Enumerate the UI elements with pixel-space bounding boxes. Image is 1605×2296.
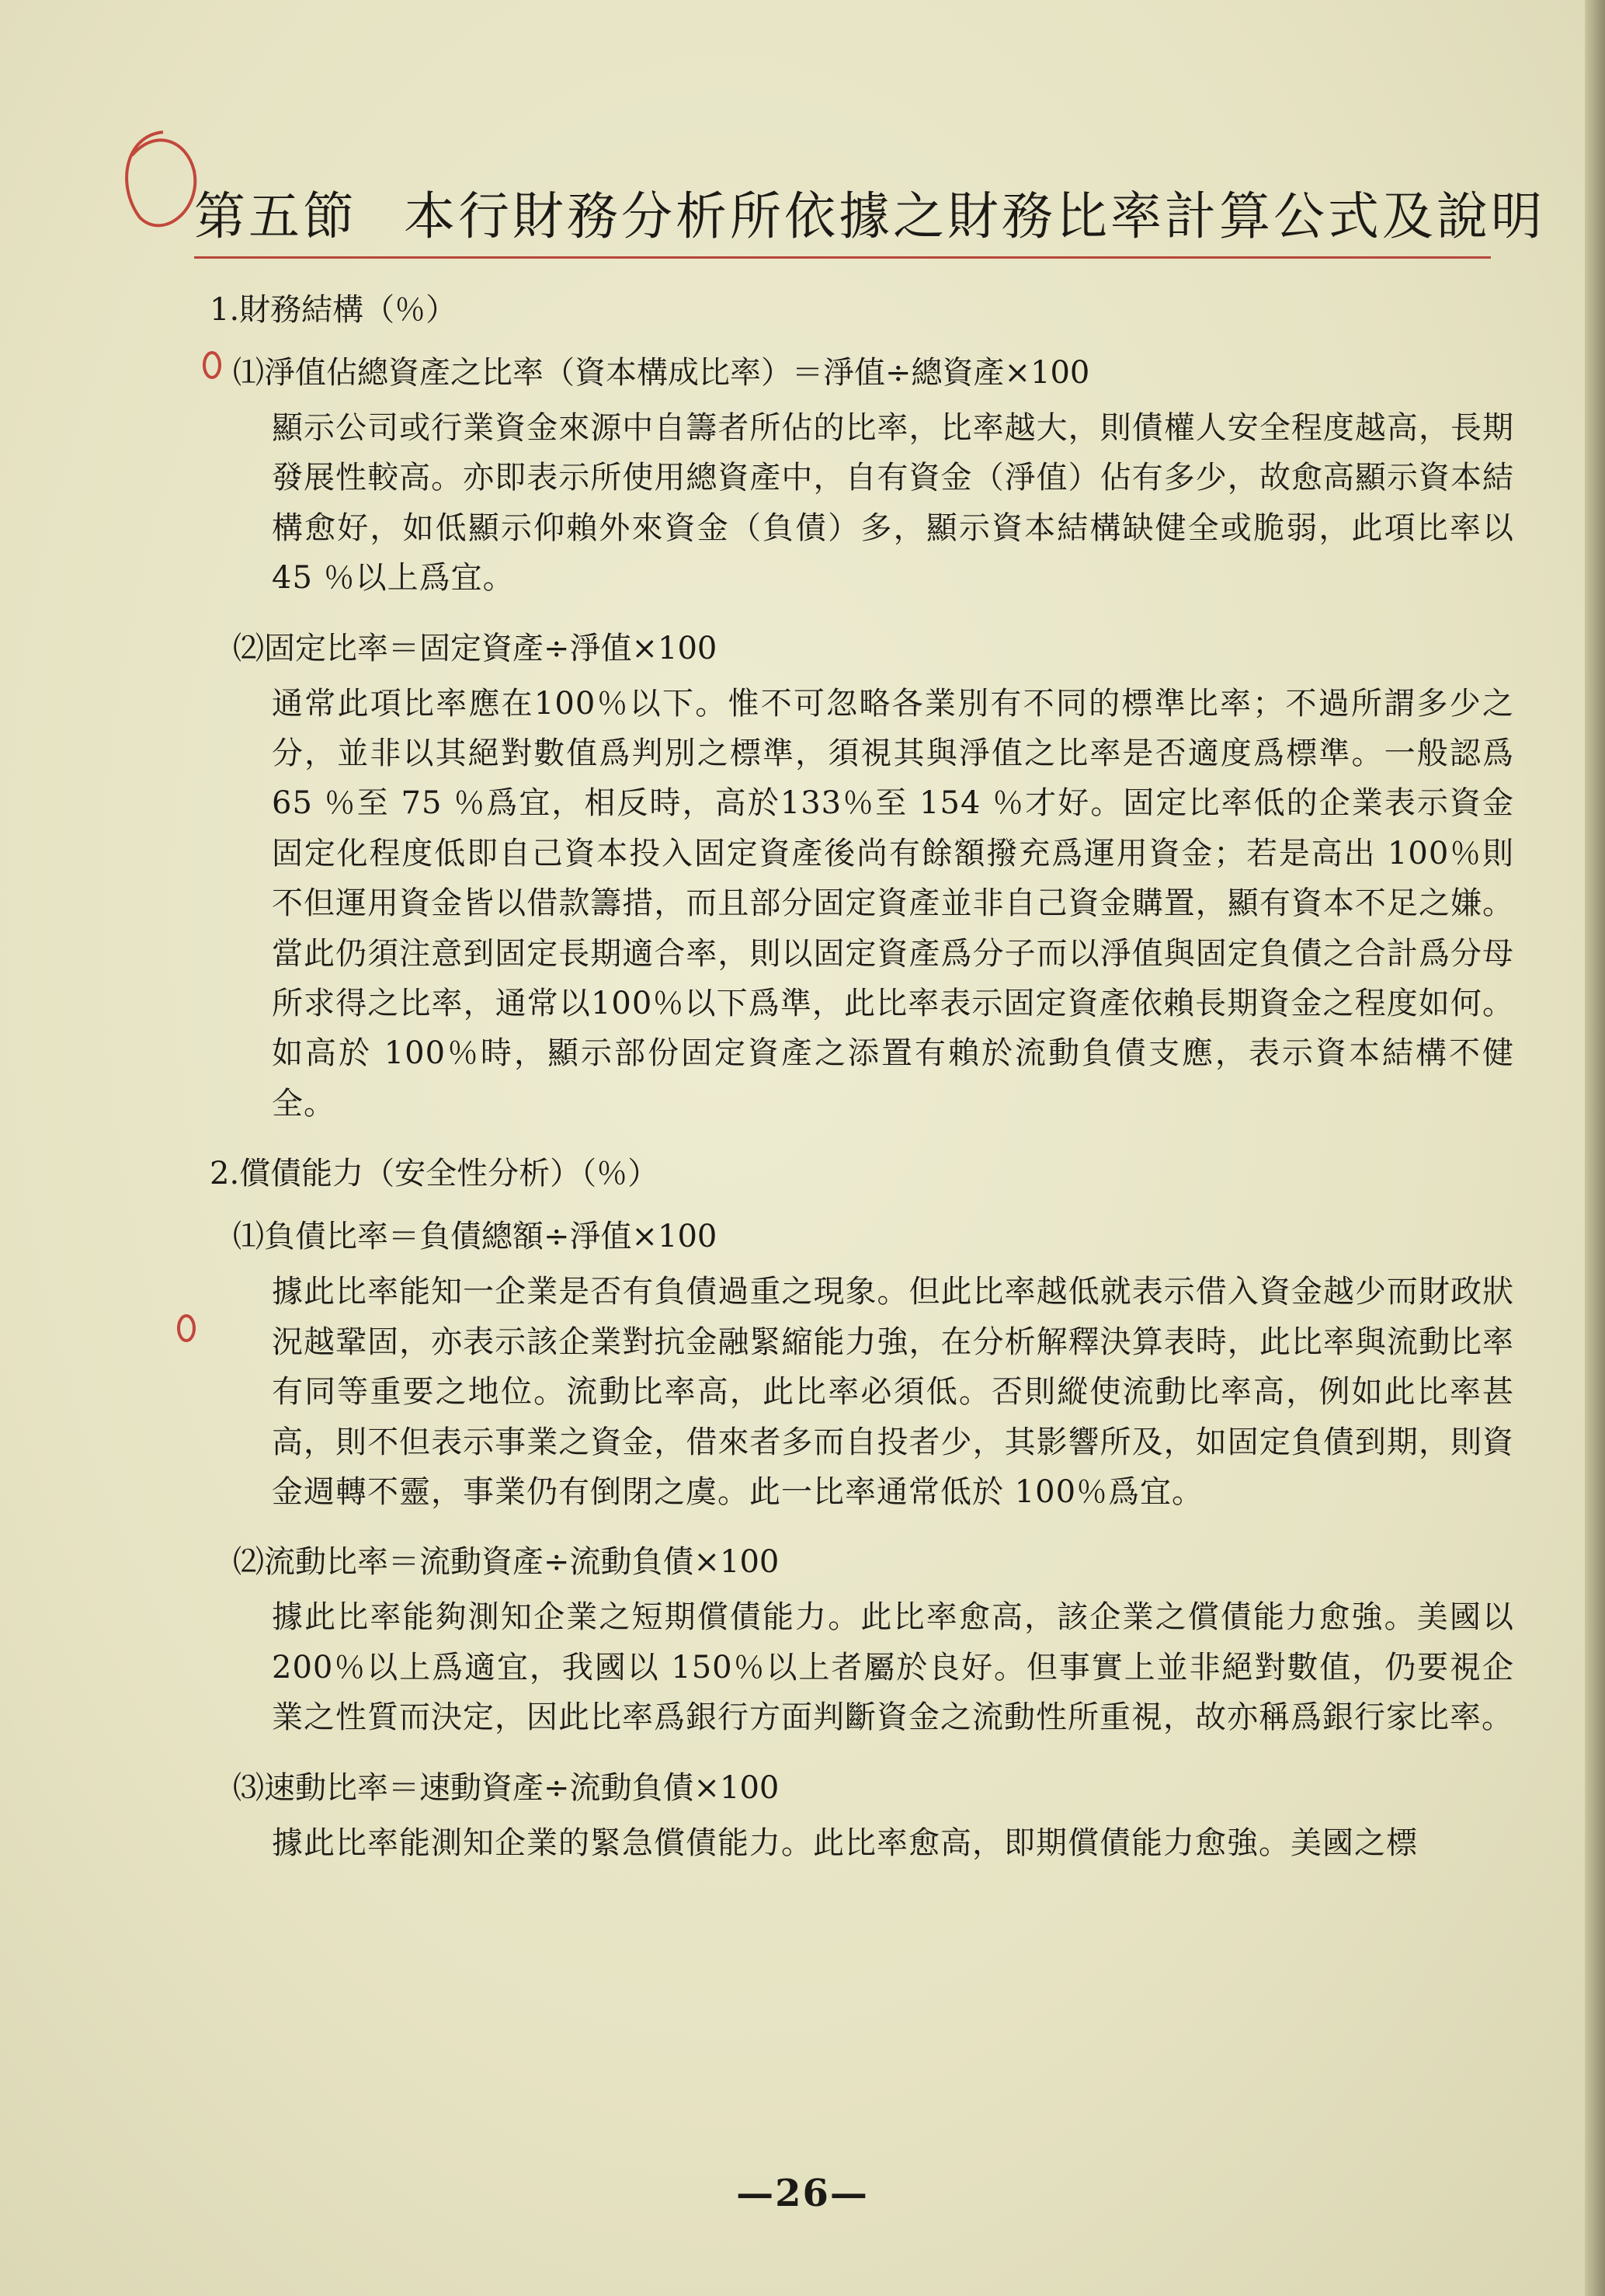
formula-quick-ratio: ⑶速動比率＝速動資產÷流動負債×100	[233, 1769, 780, 1806]
formula-fixed-ratio: ⑵固定比率＝固定資產÷淨值×100	[233, 630, 717, 666]
paragraph-net-worth-ratio: 顯示公司或行業資金來源中自籌者所佔的比率，比率越大，則債權人安全程度越高，長期發展性較高。亦即表示所使用總資產中，自有資金（淨值）佔有多少，故愈高顯示資本結構愈好，如低顯示仰賴外來資金（負債）多，顯示資本結構缺健全或脆弱，此項比率以 45 ％以上爲宜。	[272, 410, 1514, 597]
section-heading-financial-structure: 1.財務結構（％）	[210, 292, 457, 328]
paragraph-quick-ratio: 據此比率能測知企業的緊急償債能力。此比率愈高，即期償債能力愈強。美國之標	[272, 1825, 1418, 1861]
formula-current-ratio: ⑵流動比率＝流動資產÷流動負債×100	[233, 1544, 780, 1581]
section-heading-solvency: 2.償債能力（安全性分析）（％）	[210, 1156, 659, 1192]
paragraph-fixed-ratio: 通常此項比率應在100％以下。惟不可忽略各業別有不同的標準比率；不過所謂多少之分，並非以其絕對數值爲判別之標準，須視其與淨值之比率是否適度爲標準。一般認爲65 ％至 75 ％爲宜，相反時，高於133％至 154 ％才好。固定比率低的企業表示資金固定化程度低即自己資本投入固定資產後尚有餘額撥充爲運用資金；若是高出 100％則不但運用資金皆以借款籌措，而且部分固定資產並非自己資金購置，顯有資本不足之嫌。當此仍須注意到固定長期適合率，則以固定資產爲分子而以淨值與固定負債之合計爲分母所求得之比率，通常以100％以下爲準，此比率表示固定資產依賴長期資金之程度如何。如高於 100％時，顯示部份固定資產之添置有賴於流動負債支應，表示資本結構不健全。	[272, 685, 1514, 1122]
section-number: 第五節	[194, 186, 357, 246]
formula-debt-ratio: ⑴負債比率＝負債總額÷淨值×100	[233, 1219, 717, 1255]
section-title	[194, 175, 1545, 259]
section-title-text: 本行財務分析所依據之財務比率計算公式及說明	[404, 186, 1545, 246]
page-edge-shadow	[1585, 0, 1605, 2296]
document-body	[194, 175, 1545, 1876]
formula-net-worth-ratio: ⑴淨值佔總資產之比率（資本構成比率）＝淨值÷總資產×100	[233, 355, 1090, 391]
page-number: —26—	[736, 2172, 869, 2215]
paragraph-current-ratio: 據此比率能夠測知企業之短期償債能力。此比率愈高，該企業之償債能力愈強。美國以200％以上爲適宜，我國以 150％以上者屬於良好。但事實上並非絕對數值，仍要視企業之性質而決定，因此比率爲銀行方面判斷資金之流動性所重視，故亦稱爲銀行家比率。	[272, 1599, 1514, 1736]
paragraph-debt-ratio: 據此比率能知一企業是否有負債過重之現象。但此比率越低就表示借入資金越少而財政狀況越鞏固，亦表示該企業對抗金融緊縮能力強，在分析解釋決算表時，此比率與流動比率有同等重要之地位。流動比率高，此比率必須低。否則縱使流動比率高，例如此比率甚高，則不但表示事業之資金，借來者多而自投者少，其影響所及，如固定負債到期，則資金週轉不靈，事業仍有倒閉之虞。此一比率通常低於 100％爲宜。	[272, 1274, 1514, 1510]
